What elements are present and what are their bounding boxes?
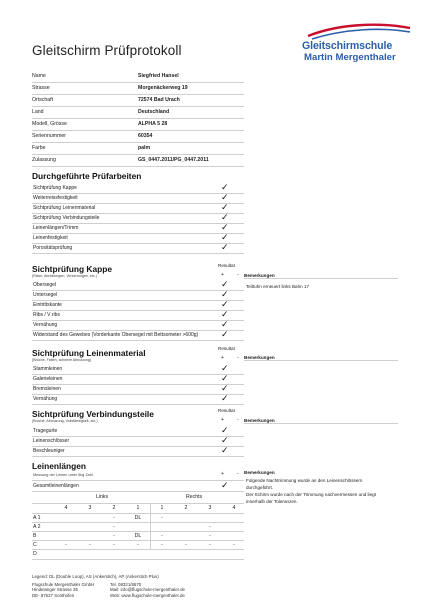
line-lengths-subtitle-row: Messung der Leinen unter 5kg Zahl. (32, 472, 244, 481)
check-row: Leinenlängen/Trimm ✓ (32, 223, 244, 234)
remarks-header: Bemerkungen (244, 355, 398, 361)
checkmark-icon: ✓ (221, 279, 229, 289)
check-row: Leinenfestigkeit ✓ (32, 233, 244, 244)
checkmark-icon: ✓ (221, 192, 229, 202)
checkmark-icon: ✓ (221, 383, 229, 393)
check-row: Obersegel ✓ (32, 280, 244, 291)
check-row: Sichtprüfung Verbindungsteile ✓ (32, 213, 244, 224)
remarks-header: Bemerkungen (244, 273, 398, 279)
check-row: Eintrittskante ✓ (32, 300, 244, 311)
minus-header: - (237, 471, 239, 477)
rechts-header: Rechts (186, 494, 203, 500)
check-row: Bremsleinen ✓ (32, 384, 244, 395)
school-logo (298, 22, 414, 70)
remarks-header: Bemerkungen (244, 470, 275, 475)
resultat-header: Resultat (218, 408, 235, 413)
check-row: Sichtprüfung Leinenmaterial ✓ (32, 203, 244, 214)
logo-swoosh-icon (298, 22, 414, 42)
footer-contact: Tel. 08321/8670 Mail: info@flugschule-mergenthaler.de Web: www.flugschule-mergenthaler.de (110, 582, 185, 598)
checkmark-icon: ✓ (221, 393, 229, 403)
page-title: Gleitschirm Prüfprotokoll (32, 43, 182, 58)
logo-line1: Gleitschirmschule (302, 40, 393, 52)
check-row: Vernähung ✓ (32, 394, 244, 405)
section-title-connectors: Sichtprüfung Verbindungsteile (32, 409, 154, 419)
remarks-line-lengths: Folgende Nachtrimmung wurde an den Leinenschlössern durchgeführt. Der Schirm wurde nach der Trimmung nachvermessen und liegt innerhalb der Toleranzen. (246, 478, 376, 504)
info-row-color: Farbe palm (32, 142, 244, 155)
checkmark-icon: ✓ (221, 435, 229, 445)
checkmark-icon: ✓ (221, 289, 229, 299)
info-row-certification: Zulassung GS_0447.2011/PG_0447.2011 (32, 154, 244, 167)
info-row-model: Modell, Grösse ALPHA 5 28 (32, 118, 244, 131)
check-row: Tragegurte ✓ (32, 426, 244, 437)
trim-row-label: B (33, 533, 37, 539)
checkmark-icon: ✓ (221, 480, 229, 490)
section-subtitle-canopy: (Risse, Abreibungen, Verzerrungen, etc.) (32, 274, 97, 278)
check-row: Ribs / V ribs ✓ (32, 310, 244, 321)
check-row: Sichtprüfung Kappe ✓ (32, 183, 244, 194)
check-row: Stammleinen ✓ (32, 364, 244, 375)
section-subtitle-lines: (Brüche, Falten, schwere Abnutzung) (32, 358, 92, 362)
footer-address: Flugschule Mergenthaler GmbH Hindelanger Strasse 35 DE- 87527 Sonthofen (32, 582, 95, 598)
minus-header: - (237, 355, 239, 361)
info-row-serial: Seriennummer 60354 (32, 130, 244, 143)
checkmark-icon: ✓ (221, 425, 229, 435)
check-row: Galerieleinen ✓ (32, 374, 244, 385)
check-row: Porositätsprüfung ✓ (32, 243, 244, 254)
checkmark-icon: ✓ (221, 232, 229, 242)
checkmark-icon: ✓ (221, 212, 229, 222)
trim-row-label: D (33, 551, 37, 557)
email-link[interactable]: Mail: info@flugschule-mergenthaler.de (110, 587, 185, 593)
trim-table: Links Rechts 4 3 2 1 1 2 3 4 A 1 - DL - A 2 - - B - DL - - C - - - - - - - - (32, 494, 244, 550)
section-title-canopy: Sichtprüfung Kappe (32, 264, 113, 274)
trim-row-label: A 2 (33, 524, 41, 530)
plus-header: + (221, 471, 224, 477)
info-row-name: Name Siegfried Hansel (32, 70, 244, 83)
checkmark-icon: ✓ (221, 299, 229, 309)
minus-header: - (237, 417, 239, 423)
logo-line2: Martin Mergenthaler (304, 52, 396, 63)
checkmark-icon: ✓ (221, 182, 229, 192)
resultat-header: Resultat (218, 263, 235, 268)
check-row: Vernähung ✓ (32, 320, 244, 331)
website-link[interactable]: Web: www.flugschule-mergenthaler.de (110, 592, 185, 598)
checkmark-icon: ✓ (221, 202, 229, 212)
info-row-street: Strasse Morgenäckerweg 19 (32, 82, 244, 95)
minus-header: - (237, 272, 239, 278)
links-header: Links (96, 494, 109, 500)
remarks-canopy: Teiltuhn erneuert links Bahn 17 (246, 284, 310, 289)
check-row-total: Gesamtleinenlängen ✓ (32, 481, 244, 492)
plus-header: + (221, 355, 224, 361)
checkmark-icon: ✓ (221, 319, 229, 329)
checkmark-icon: ✓ (221, 222, 229, 232)
section-title-checks: Durchgeführte Prüfarbeiten (32, 171, 142, 181)
plus-header: + (221, 272, 224, 278)
section-title-lines: Sichtprüfung Leinenmaterial (32, 348, 146, 358)
info-row-city: Ortschaft 72574 Bad Urach (32, 94, 244, 107)
section-title-line-lengths: Leinenlängen (32, 461, 86, 471)
check-row: Weiterreissfestigkeit ✓ (32, 193, 244, 204)
check-row: Untersegel ✓ (32, 290, 244, 301)
check-row: Beschleuniger ✓ (32, 446, 244, 457)
section-subtitle-connectors: (Brüche, Abnutzung, Vollständigkeit, etc.) (32, 419, 98, 423)
resultat-header: Resultat (218, 346, 235, 351)
checkmark-icon: ✓ (221, 329, 229, 339)
checkmark-icon: ✓ (221, 445, 229, 455)
checkmark-icon: ✓ (221, 363, 229, 373)
trim-row-label: A 1 (33, 515, 41, 521)
remarks-header: Bemerkungen (244, 418, 398, 424)
check-row: Leinenschlösser ✓ (32, 436, 244, 447)
checkmark-icon: ✓ (221, 242, 229, 252)
trim-row-label: C (33, 542, 37, 548)
info-row-country: Land Deutschland (32, 106, 244, 119)
checkmark-icon: ✓ (221, 373, 229, 383)
checkmark-icon: ✓ (221, 309, 229, 319)
legend-text: Legend: DL (Double Loop), AS (Ankerstich), AP (Ankerstich Plus) (32, 574, 159, 579)
plus-header: + (221, 417, 224, 423)
check-row: Widerstand des Gewebes (Vorderkante Obersegel mit Bettsometer >600g) ✓ (32, 330, 244, 341)
